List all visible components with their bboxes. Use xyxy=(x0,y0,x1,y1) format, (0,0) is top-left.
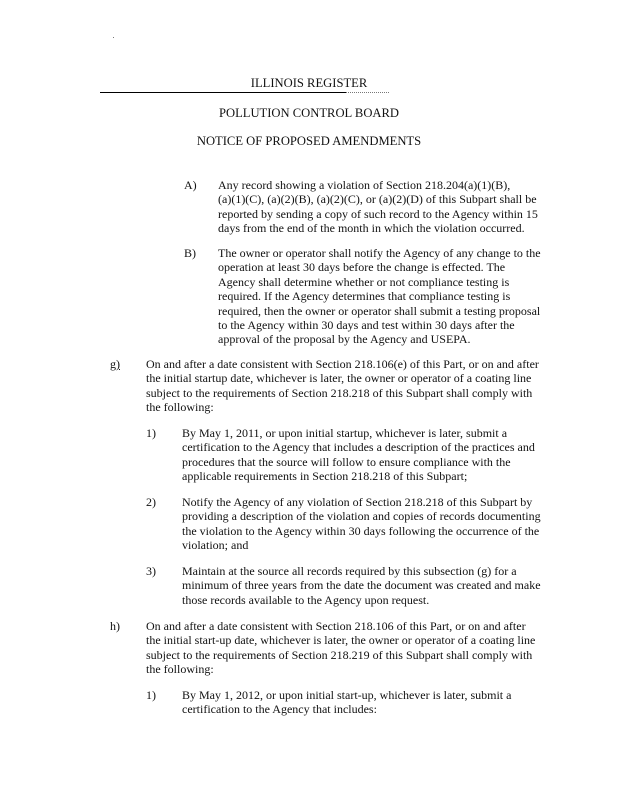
subsection-label: A) xyxy=(184,178,197,192)
text-line: approval of the proposal by the Agency and USEPA. xyxy=(218,332,471,347)
subsection-label: 3) xyxy=(146,564,156,578)
text-line: required, then the owner or operator shall submit a testing proposal xyxy=(218,303,541,318)
text-line: the initial startup date, whichever is later, the owner or operator of a coating line xyxy=(146,371,532,386)
text-line: days from the end of the month in which the violation occurred. xyxy=(218,221,525,236)
subsection-text xyxy=(182,495,541,553)
text-line: providing a description of the violation and copies of records documenting xyxy=(182,509,541,524)
text-line: the following: xyxy=(146,400,214,415)
scan-speck xyxy=(113,37,114,38)
text-line: By May 1, 2011, or upon initial startup, whichever is later, submit a xyxy=(182,426,508,440)
text-line: On and after a date consistent with Section 218.106(e) of this Part, or on and after xyxy=(146,357,539,371)
header-rule xyxy=(100,92,346,93)
text-line: the violation to the Agency within 30 days following the occurrence of the xyxy=(182,523,540,538)
subsection-text xyxy=(182,688,511,717)
text-line: certification to the Agency that includes: xyxy=(182,702,377,717)
text-line: required. If the Agency determines that compliance testing is xyxy=(218,289,511,304)
subsection-label: B) xyxy=(184,246,196,260)
text-line: Notify the Agency of any violation of Section 218.218 of this Subpart by xyxy=(182,495,533,509)
board-title: POLLUTION CONTROL BOARD xyxy=(218,106,400,120)
text-line: the following: xyxy=(146,662,214,677)
text-line: violation; and xyxy=(182,538,249,553)
text-line: those records available to the Agency upon request. xyxy=(182,592,430,607)
text-line: operation at least 30 days before the change is effected. The xyxy=(218,260,506,275)
text-line: Maintain at the source all records required by this subsection (g) for a xyxy=(182,564,517,578)
header-dotted-rule xyxy=(346,92,389,93)
text-line: Any record showing a violation of Section 218.204(a)(1)(B), xyxy=(218,178,511,192)
text-line: By May 1, 2012, or upon initial start-up, whichever is later, submit a xyxy=(182,688,512,702)
subsection-text xyxy=(218,246,541,347)
text-line: procedures that the source will follow to ensure compliance with the xyxy=(182,454,511,469)
subsection-text xyxy=(218,178,538,236)
notice-title: NOTICE OF PROPOSED AMENDMENTS xyxy=(196,134,422,148)
text-line: minimum of three years from the date the document was created and make xyxy=(182,578,541,593)
text-line: subject to the requirements of Section 218.219 of this Subpart shall comply with xyxy=(146,647,533,662)
subsection-text xyxy=(146,619,535,677)
subsection-label: 2) xyxy=(146,495,156,509)
subsection-label: 1) xyxy=(146,688,156,702)
text-line: Agency shall determine whether or not compliance testing is xyxy=(218,274,510,289)
text-line: The owner or operator shall notify the Agency of any change to the xyxy=(218,246,541,260)
text-line: (a)(1)(C), (a)(2)(B), (a)(2)(C), or (a)(2)(D) of this Subpart shall be xyxy=(218,192,537,207)
subsection-text xyxy=(182,564,541,607)
text-line: applicable requirements in Section 218.218 of this Subpart; xyxy=(182,469,468,484)
text-line: the initial start-up date, whichever is later, the owner or operator of a coating line xyxy=(146,633,536,648)
text-line: reported by sending a copy of such record to the Agency within 15 xyxy=(218,206,538,221)
subsection-label: g) xyxy=(110,357,120,371)
text-line: to the Agency within 30 days and test within 30 days after the xyxy=(218,317,515,332)
subsection-text xyxy=(146,357,539,415)
subsection-text xyxy=(182,426,535,484)
text-line: certification to the Agency that includes a description of the practices and xyxy=(182,440,535,455)
subsection-label: 1) xyxy=(146,426,156,440)
register-title: ILLINOIS REGISTER xyxy=(250,76,368,90)
text-line: subject to the requirements of Section 218.218 of this Subpart shall comply with xyxy=(146,385,533,400)
subsection-label: h) xyxy=(110,619,120,633)
text-line: On and after a date consistent with Section 218.106 of this Part, or on and after xyxy=(146,619,526,633)
